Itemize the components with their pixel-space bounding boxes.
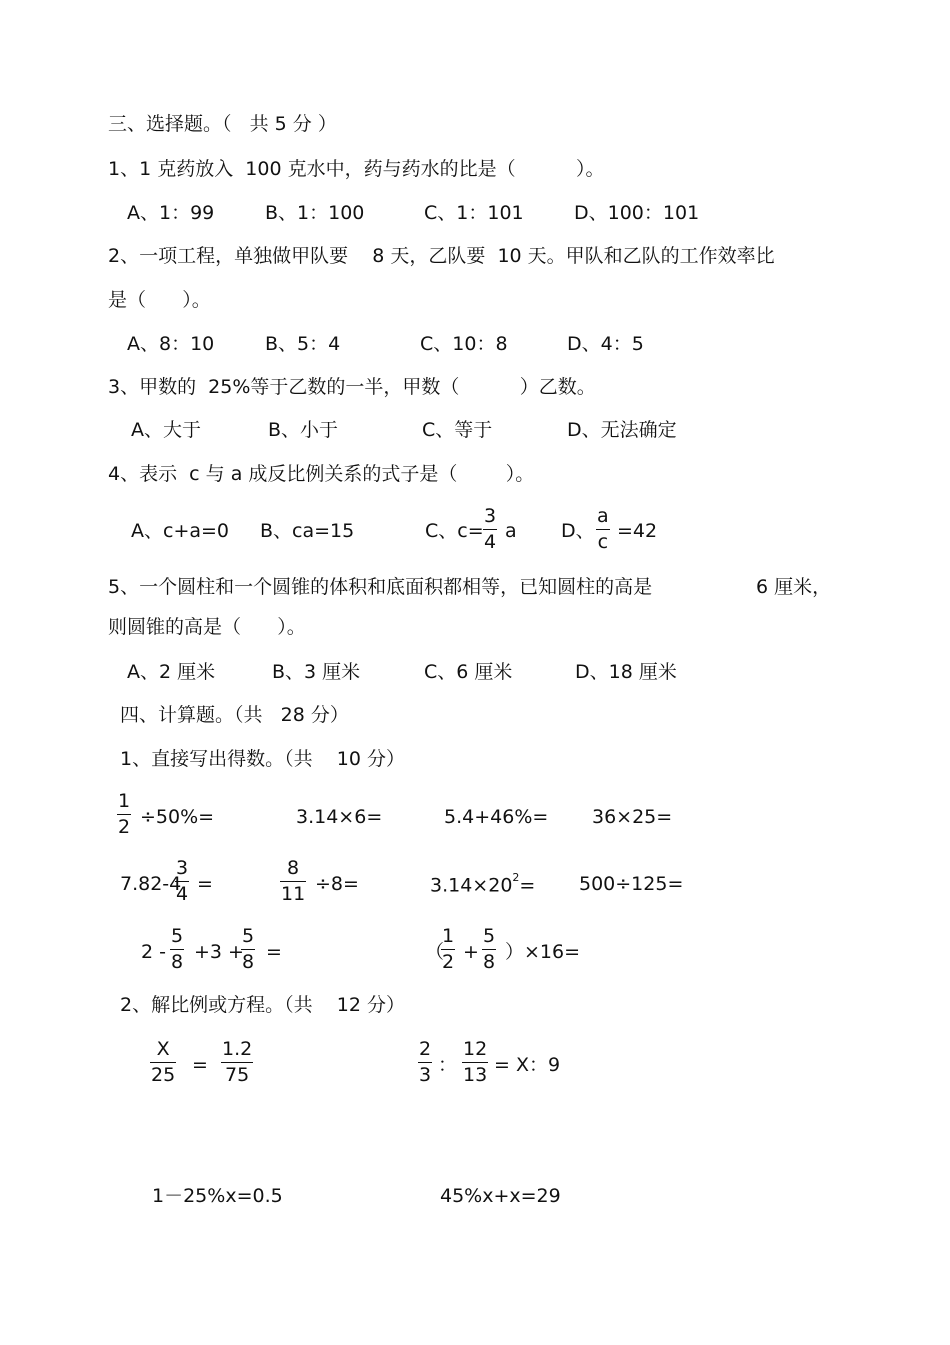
eq2-suffix: = X：9 [494, 1054, 561, 1076]
r1-expr1-suffix: ÷50%= [140, 806, 215, 828]
r2-expr3-equals: = [519, 874, 536, 897]
r3-expr1-suffix: = [266, 941, 282, 963]
r1-fraction [117, 792, 131, 837]
fraction-numerator: 1.2 [221, 1040, 253, 1063]
q1-option-c: C、1：101 [424, 202, 524, 224]
q4-option-b: B、ca=15 [260, 520, 355, 542]
part2-title: 2、解比例或方程。（共 12 分） [120, 994, 405, 1016]
r2-expr3-exponent: 2 [512, 871, 520, 884]
fraction-denominator: 4 [484, 531, 497, 553]
fraction-numerator: 8 [280, 859, 306, 882]
fraction-numerator: 5 [241, 927, 255, 950]
r2-expr1-suffix: = [197, 873, 213, 895]
r3-expr2-open: （ [425, 941, 445, 963]
eq2-fraction-left [418, 1040, 432, 1085]
r3-expr1-prefix: 2 - [141, 941, 166, 963]
q4-option-c-fraction [483, 507, 497, 552]
fraction-denominator: 13 [463, 1064, 488, 1086]
r3-expr2-suffix: ）×16= [505, 941, 581, 963]
q5-option-a: A、2 厘米 [127, 661, 216, 683]
q2-option-d: D、4：5 [567, 333, 644, 355]
r2-expr1-prefix: 7.82-4 [120, 873, 182, 895]
fraction-denominator: 25 [151, 1064, 176, 1086]
fraction-numerator: 12 [462, 1040, 488, 1063]
fraction-numerator: X [150, 1040, 176, 1063]
fraction-numerator: 5 [170, 927, 184, 950]
q2-line2: 是（ ）。 [108, 289, 211, 311]
eq1-equals: = [192, 1054, 208, 1076]
q4-option-d-fraction [596, 507, 610, 552]
r2-expr1-fraction [175, 859, 189, 904]
q5-option-b: B、3 厘米 [272, 661, 361, 683]
fraction-denominator: 4 [176, 883, 189, 905]
q4-text: 4、表示 c 与 a 成反比例关系的式子是（ ）。 [108, 463, 535, 485]
fraction-numerator: 1 [441, 927, 455, 950]
r2-expr4: 500÷125= [579, 873, 684, 895]
q4-option-a: A、c+a=0 [131, 520, 230, 542]
fraction-denominator: 8 [483, 951, 496, 973]
q3-option-d: D、无法确定 [567, 419, 677, 441]
fraction-denominator: 8 [171, 951, 184, 973]
fraction-numerator: 3 [483, 507, 497, 530]
q1-option-b: B、1：100 [265, 202, 365, 224]
q2-option-b: B、5：4 [265, 333, 341, 355]
q3-text: 3、甲数的 25%等于乙数的一半，甲数（ ）乙数。 [108, 376, 596, 398]
q5-option-c: C、6 厘米 [424, 661, 513, 683]
r3-expr1-fraction1 [170, 927, 184, 972]
fraction-denominator: 8 [242, 951, 255, 973]
q5-option-d: D、18 厘米 [575, 661, 677, 683]
r2-expr3 [430, 871, 536, 897]
fraction-denominator: 3 [419, 1064, 432, 1086]
q4-option-d-prefix: D、 [561, 520, 595, 542]
r1-expr4: 36×25= [592, 806, 673, 828]
eq4: 45%x+x=29 [440, 1185, 561, 1207]
r3-expr2-fraction2 [482, 927, 496, 972]
q3-option-b: B、小于 [268, 419, 339, 441]
eq2-fraction-right [462, 1040, 488, 1085]
part1-title: 1、直接写出得数。（共 10 分） [120, 748, 405, 770]
fraction-denominator: c [597, 531, 609, 553]
r3-expr1-middle: +3 + [194, 941, 244, 963]
r3-expr2-plus: + [463, 941, 479, 963]
eq3: 1－25%x=0.5 [152, 1185, 283, 1207]
q4-option-c-prefix: C、c= [425, 520, 484, 542]
fraction-numerator: a [596, 507, 610, 530]
q1-text: 1、1 克药放入 100 克水中，药与药水的比是（ ）。 [108, 158, 605, 180]
fraction-denominator: 2 [118, 816, 131, 838]
eq1-fraction-right [221, 1040, 253, 1085]
fraction-denominator: 11 [281, 883, 306, 905]
eq2-colon: ： [438, 1054, 458, 1076]
r1-expr3: 5.4+46%= [444, 806, 549, 828]
fraction-denominator: 2 [442, 951, 455, 973]
q2-option-a: A、8：10 [127, 333, 215, 355]
q4-option-d-suffix: =42 [617, 520, 658, 542]
q4-option-c-suffix: a [505, 520, 517, 542]
fraction-numerator: 2 [418, 1040, 432, 1063]
section4-title: 四、计算题。（共 28 分） [120, 704, 349, 726]
q3-option-a: A、大于 [131, 419, 201, 441]
q3-option-c: C、等于 [422, 419, 493, 441]
section3-title: 三、选择题。（ 共 5 分 ） [108, 113, 337, 135]
q2-option-c: C、10：8 [420, 333, 508, 355]
fraction-numerator: 5 [482, 927, 496, 950]
r2-expr3-base: 3.14×20 [430, 874, 513, 897]
eq1-fraction-left [150, 1040, 176, 1085]
q5-line1: 5、一个圆柱和一个圆锥的体积和底面积都相等，已知圆柱的高是 [108, 576, 653, 598]
r1-expr2: 3.14×6= [296, 806, 383, 828]
fraction-numerator: 1 [117, 792, 131, 815]
r2-expr2-fraction [280, 859, 306, 904]
q2-line1: 2、一项工程，单独做甲队要 8 天，乙队要 10 天。甲队和乙队的工作效率比 [108, 245, 775, 267]
r3-expr1-fraction2 [241, 927, 255, 972]
q1-option-a: A、1：99 [127, 202, 215, 224]
r3-expr2-fraction1 [441, 927, 455, 972]
q5-line2: 则圆锥的高是（ ）。 [108, 616, 306, 638]
fraction-numerator: 3 [175, 859, 189, 882]
q5-line1-end: 6 厘米， [756, 576, 832, 598]
r2-expr2-suffix: ÷8= [315, 873, 359, 895]
fraction-denominator: 75 [225, 1064, 250, 1086]
q1-option-d: D、100：101 [574, 202, 700, 224]
